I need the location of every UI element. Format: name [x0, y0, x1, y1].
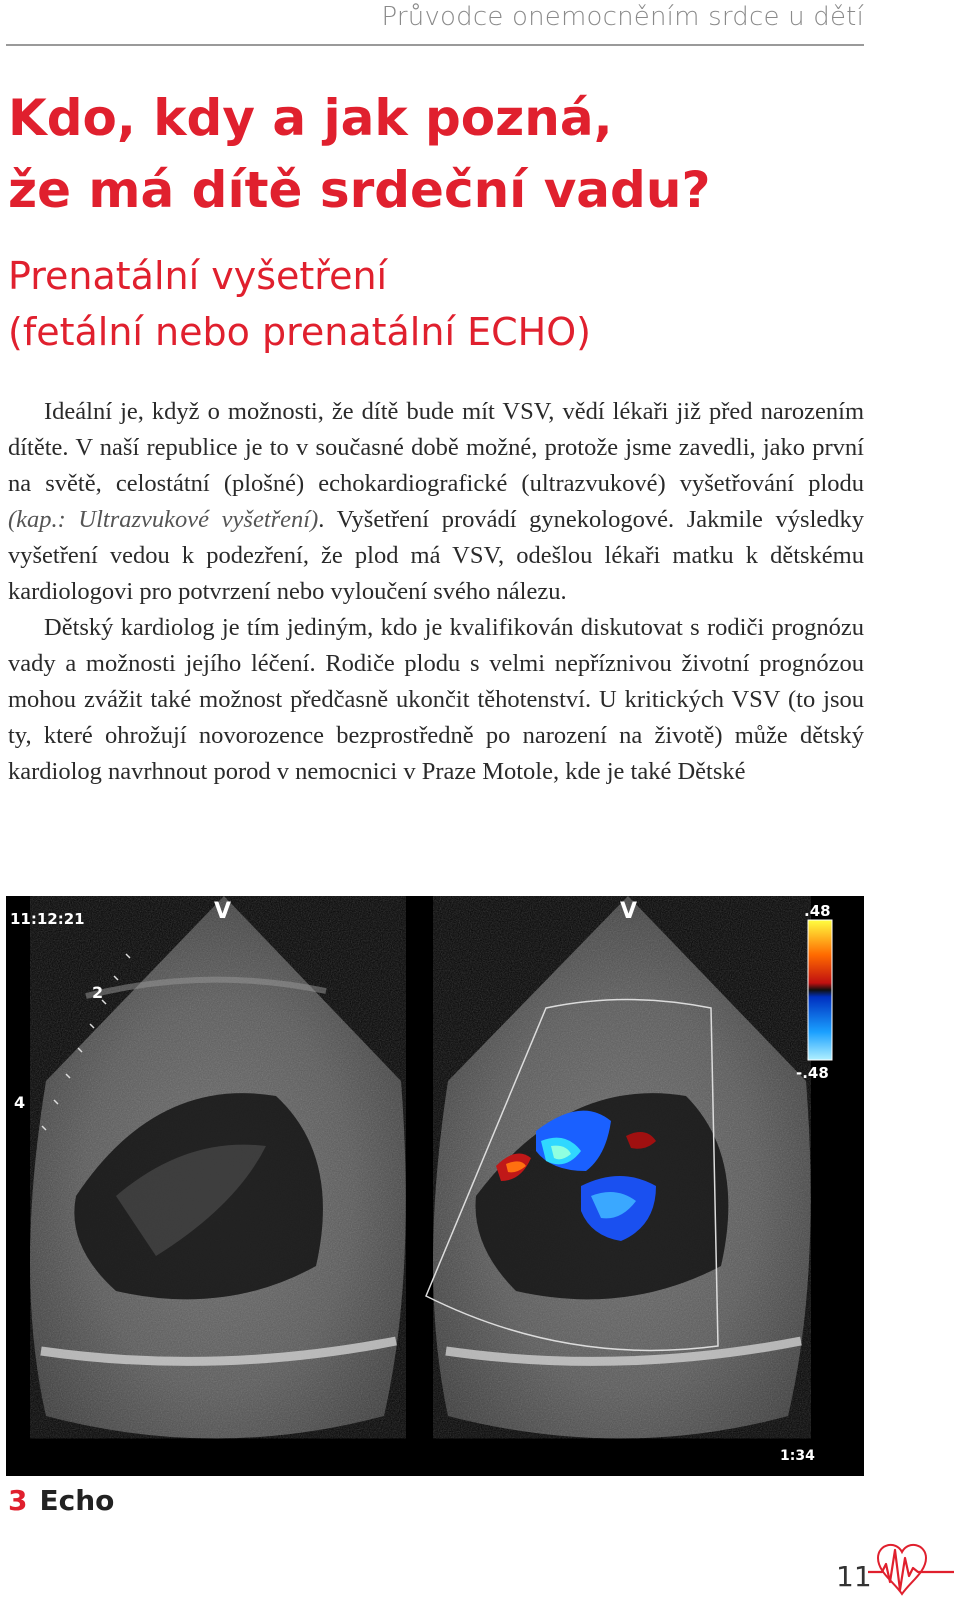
title-line-2: že má dítě srdeční vadu? [8, 161, 711, 219]
time-readout: 11:12:21 [10, 910, 85, 928]
figure-caption-text: Echo [39, 1484, 115, 1517]
paragraph-1 [8, 394, 864, 610]
subtitle-line-2: (fetální nebo prenatální ECHO) [8, 310, 591, 354]
echo-ultrasound-image [6, 896, 864, 1476]
title-line-1: Kdo, kdy a jak pozná, [8, 89, 613, 147]
chapter-reference: (kap.: Ultrazvukové vyšetření) [8, 506, 319, 533]
transducer-marker-right: V [620, 899, 638, 924]
running-header: Průvodce onemocněním srdce u dětí [381, 2, 864, 32]
scale-min-label: -.48 [796, 1064, 829, 1082]
page-number: 11 [836, 1560, 872, 1593]
transducer-marker-left: V [214, 899, 232, 924]
page-title [8, 82, 908, 226]
figure-number: 3 [8, 1484, 28, 1517]
header-rule [6, 44, 864, 46]
depth-label-2: 2 [92, 983, 104, 1002]
body-text [8, 394, 864, 790]
paragraph-1-part-a: Ideální je, když o možnosti, že dítě bude mít VSV, vědí lékaři již před narozením dítěte. V naší republice je to v současné době možné, protože jsme zavedli, jako první na světě, celostátní (plošné) echokardiografické (ultrazvukové) vyšetřování plodu [8, 398, 864, 497]
frame-counter: 1:34 [780, 1448, 815, 1464]
heartbeat-heart-icon [868, 1536, 954, 1600]
subtitle-line-1: Prenatální vyšetření [8, 254, 388, 298]
section-subtitle [8, 248, 908, 360]
paragraph-1-part-b: . Vyšetření provádí gynekologové. Jakmile výsledky vyšetření vedou k podezření, že plod má VSV, odešlou lékaři matku k dětskému kardiologovi pro potvrzení nebo vyloučení svého nálezu. [8, 506, 865, 605]
velocity-color-scale [808, 920, 832, 1060]
paragraph-2: Dětský kardiolog je tím jediným, kdo je kvalifikován diskutovat s rodiči prognózu vady a možnosti jejího léčení. Rodiče plodu s velmi nepříznivou životní prognózou mohou zvážit také možnost předčasně ukončit těhotenství. U kritických VSV (to jsou ty, které ohrožují novorozence bezprostředně po narození na životě) může dětský kardiolog navrhnout porod v nemocnici v Praze Motole, kde je také Dětské [8, 614, 864, 785]
scale-max-label: .48 [804, 902, 831, 920]
figure-caption [8, 1484, 114, 1517]
depth-label-4: 4 [14, 1093, 26, 1112]
